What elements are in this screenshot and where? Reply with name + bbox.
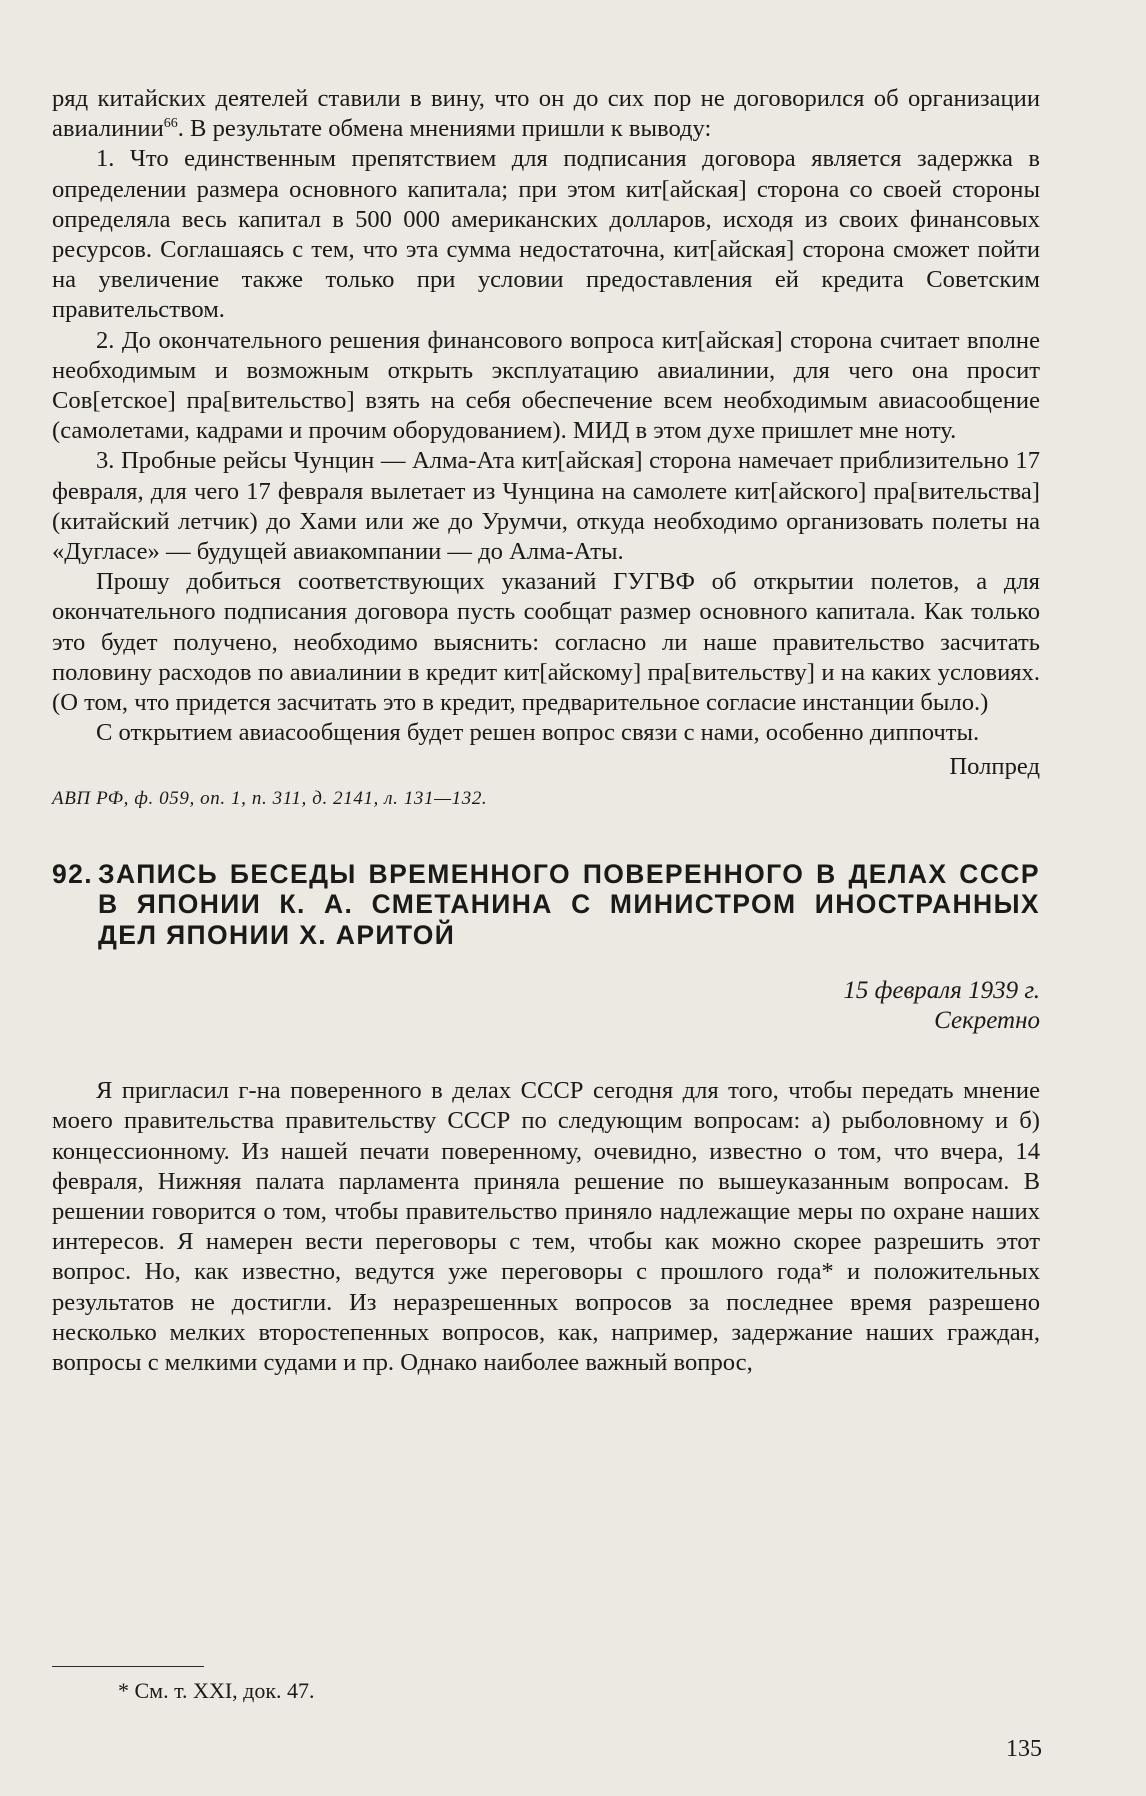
document-classification: Секретно [934, 1007, 1040, 1035]
paragraph-text: ряд китайских деятелей ставили в вину, что он до сих пор не договорился об организации авиалинии [52, 85, 1040, 143]
paragraph-point-3: 3. Пробные рейсы Чунцин — Алма-Ата кит[айская] сторона намечает приблизительно 17 февраля, для чего 17 февраля вылетает из Чунцина на самолете кит[айского] пра[вительства] (китайский летчик) до Хами или же до Урумчи, откуда необходимо организовать полеты на «Дугласе» — будущей авиакомпании — до Алма-Аты. [52, 447, 1040, 566]
paragraph-point-2: 2. До окончательного решения финансового вопроса кит[айская] сторона считает вполне необходимым и возможным открыть эксплуатацию авиалинии, для чего она просит Сов[етское] пра[вительство] взять на себя обеспечение всем необходимым авиасообщение (самолетами, кадрами и прочим оборудованием). МИД в этом духе пришлет мне ноту. [52, 326, 1040, 445]
paragraph-continuation [52, 84, 1040, 144]
document-date: 15 февраля 1939 г. [843, 977, 1040, 1005]
page-body [52, 84, 1040, 1378]
paragraph-request: Прошу добиться соответствующих указаний ГУГВФ об открытии полетов, а для окончательного подписания договора пусть сообщат размер основного капитала. Как только это будет получено, необходимо выяснить: согласно ли наше правительство засчитать половину расходов по авиалинии в кредит кит[айскому] пра[вительству] и на каких условиях. (О том, что придется засчитать это в кредит, предварительное согласие инстанции было.) [52, 568, 1040, 717]
paragraph-text: . В результате обмена мнениями пришли к выводу: [177, 115, 712, 143]
document-title: ЗАПИСЬ БЕСЕДЫ ВРЕМЕННОГО ПОВЕРЕННОГО В ДЕЛАХ СССР В ЯПОНИИ К. А. СМЕТАНИНА С МИНИСТРОМ ИНОСТРАННЫХ ДЕЛ ЯПОНИИ Х. АРИТОЙ [98, 858, 1040, 950]
footnote: * См. т. XXI, док. 47. [118, 1678, 315, 1703]
paragraph-closing: С открытием авиасообщения будет решен вопрос связи с нами, особенно диппочты. [96, 719, 980, 747]
footnote-divider [52, 1666, 204, 1667]
paragraph-point-1: 1. Что единственным препятствием для подписания договора является задержка в определении размера основного капитала; при этом кит[айская] сторона со своей стороны определяла весь капитал в 500 000 американских долларов, исходя из своих финансовых ресурсов. Соглашаясь с тем, что эта сумма недостаточна, кит[айская] сторона сможет пойти на увеличение также только при условии предоставления ей кредита Советским правительством. [52, 145, 1040, 324]
page-number: 135 [1006, 1736, 1042, 1762]
footnote-ref: 66 [163, 116, 178, 132]
document-heading [52, 859, 1040, 951]
paragraph-conversation: Я пригласил г-на поверенного в делах СССР сегодня для того, чтобы передать мнение моего правительства правительству СССР по следующим вопросам: а) рыболовному и б) концессионному. Из нашей печати поверенному, очевидно, известно о том, что вчера, 14 февраля, Нижняя палата парламента приняла решение по вышеуказанным вопросам. В решении говорится о том, чтобы правительство приняло надлежащие меры по охране наших интересов. Я намерен вести переговоры с тем, чтобы как можно скорее разрешить этот вопрос. Но, как известно, ведутся уже переговоры с прошлого года* и положительных результатов не достигли. Из неразрешенных вопросов за последнее время разрешено несколько мелких второстепенных вопросов, как, например, задержание наших граждан, вопросы с мелкими судами и пр. Однако наиболее важный вопрос, [52, 1077, 1040, 1376]
archive-source: АВП РФ, ф. 059, оп. 1, п. 311, д. 2141, л. 131—132. [52, 787, 488, 809]
signature: Полпред [949, 753, 1040, 781]
document-number: 92. [52, 858, 94, 889]
